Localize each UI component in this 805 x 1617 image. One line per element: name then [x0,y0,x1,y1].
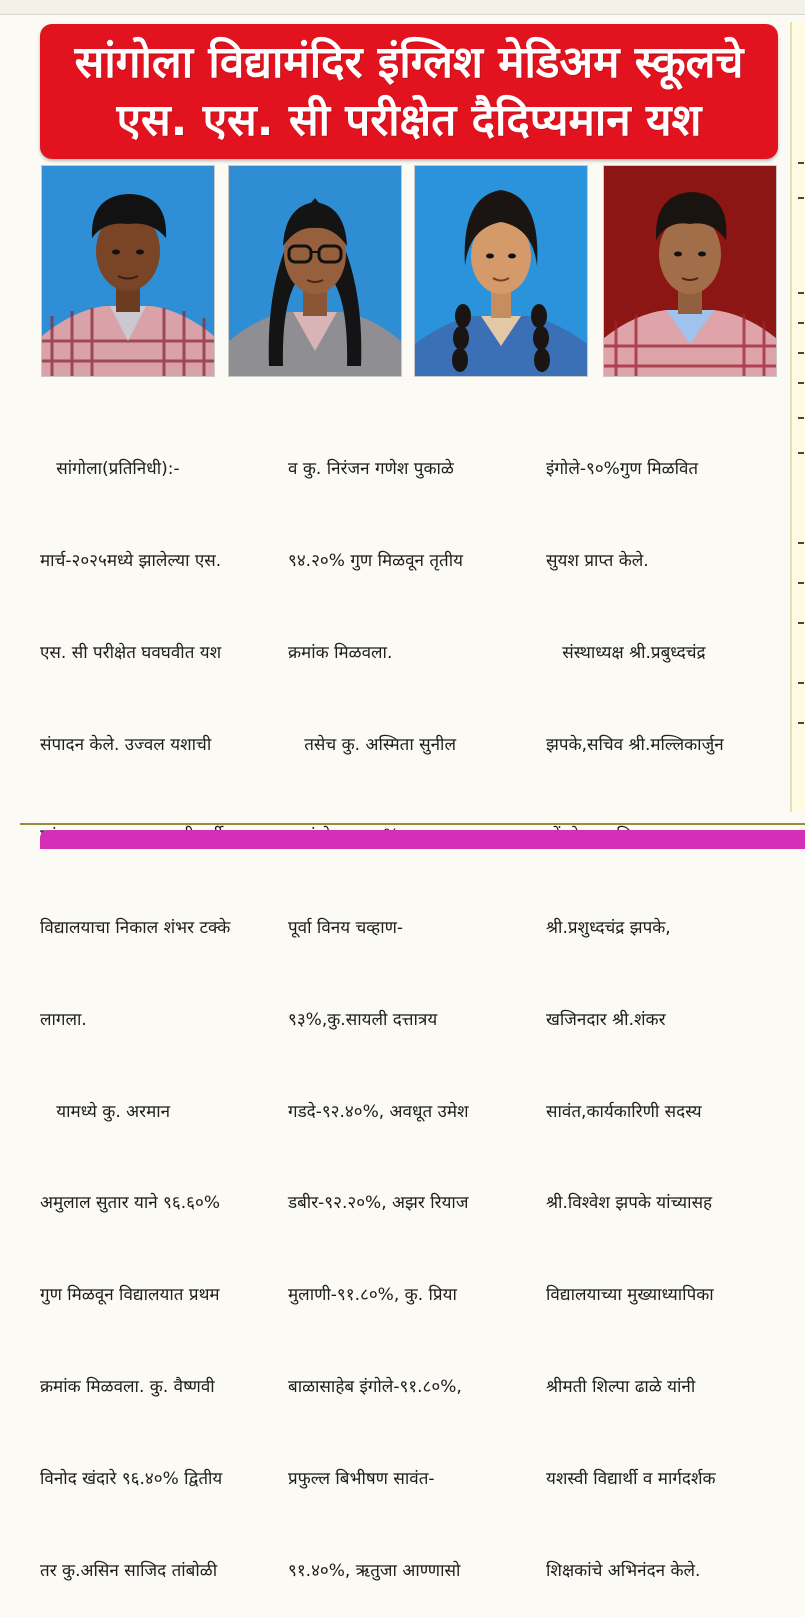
previous-article-strip [0,0,805,15]
article-line: विनोद खंदारे ९६.४०% द्वितीय [40,1468,223,1489]
article-line: ९४.२०% गुण मिळवून तृतीय [288,550,464,571]
article-line: विद्यालयाचा निकाल शंभर टक्के [40,918,231,939]
article-column-2 [288,393,528,1617]
article-line: बाळासाहेब इंगोले-९१.८०%, [288,1377,462,1397]
article-line: पूर्वा विनय चव्हाण- [288,918,404,939]
article-line: सांगोला(प्रतिनिधी):- [40,459,180,480]
article-line: तर कु.असिन साजिद तांबोळी [40,1560,218,1581]
article-line: ९१.४०%, ऋतुजा आण्णासो [288,1560,461,1581]
article-line: श्री.प्रशुध्दचंद्र झपके, [546,918,671,939]
article-line: डबीर-९२.२०%, अझर रियाज [288,1193,469,1214]
article-line: मार्च-२०२५मध्ये झालेल्या एस. [40,550,222,571]
article-line: संपादन केले. उज्वल यशाची [40,734,212,755]
article-line: गडदे-९२.४०%, अवधूत उमेश [288,1101,469,1122]
headline-line-2: एस. एस. सी परीक्षेत दैदिप्यमान यश [116,94,702,146]
article-line: सावंत,कार्यकारिणी सदस्य [546,1101,702,1122]
article-line: लागला. [40,1009,87,1030]
adjacent-column-edge [790,22,805,812]
article-column-1 [40,393,272,1617]
bottom-divider [20,823,805,825]
article-line: विद्यालयाच्या मुख्याध्यापिका [546,1285,714,1306]
student-photo-4 [603,165,777,377]
article-line: गुण मिळवून विद्यालयात प्रथम [40,1285,220,1306]
article-line: प्रफुल्ल बिभीषण सावंत- [288,1468,435,1489]
student-photo-3 [414,165,588,377]
article-line: सुयश प्राप्त केले. [546,550,649,571]
article-line: मुलाणी-९१.८०%, कु. प्रिया [288,1285,457,1306]
article-line: झपके,सचिव श्री.मल्लिकार्जुन [546,734,724,755]
student-photo-2 [228,165,402,377]
next-article-band [40,830,805,849]
student-photo-1 [41,165,215,377]
article-line: इंगोले-९०%गुण मिळवित [546,459,699,480]
article-line: यशस्वी विद्यार्थी व मार्गदर्शक [546,1468,716,1489]
article-line: संस्थाध्यक्ष श्री.प्रबुध्दचंद्र [546,642,706,663]
article-line: व कु. निरंजन गणेश पुकाळे [288,459,454,480]
article-line: क्रमांक मिळवला. [288,642,393,663]
headline-banner [40,24,778,159]
article-line: शिक्षकांचे अभिनंदन केले. [546,1560,701,1581]
article-line: ९३%,कु.सायली दत्तात्रय [288,1009,438,1030]
article-line: एस. सी परीक्षेत घवघवीत यश [40,642,222,663]
article-line: खजिनदार श्री.शंकर [546,1009,666,1030]
article-line: क्रमांक मिळवला. कु. वैष्णवी [40,1377,215,1397]
article-line: तसेच कु. अस्मिता सुनील [288,734,456,755]
headline-line-1: सांगोला विद्यामंदिर इंग्लिश मेडिअम स्कूलचे [74,36,744,88]
article-column-3 [546,393,786,1617]
article-line: श्रीमती शिल्पा ढाळे यांनी [546,1377,696,1397]
article-line: श्री.विश्वेश झपके यांच्यासह [546,1193,713,1214]
article-line: यामध्ये कु. अरमान [40,1101,171,1122]
article-line: अमुलाल सुतार याने ९६.६०% [40,1193,220,1214]
